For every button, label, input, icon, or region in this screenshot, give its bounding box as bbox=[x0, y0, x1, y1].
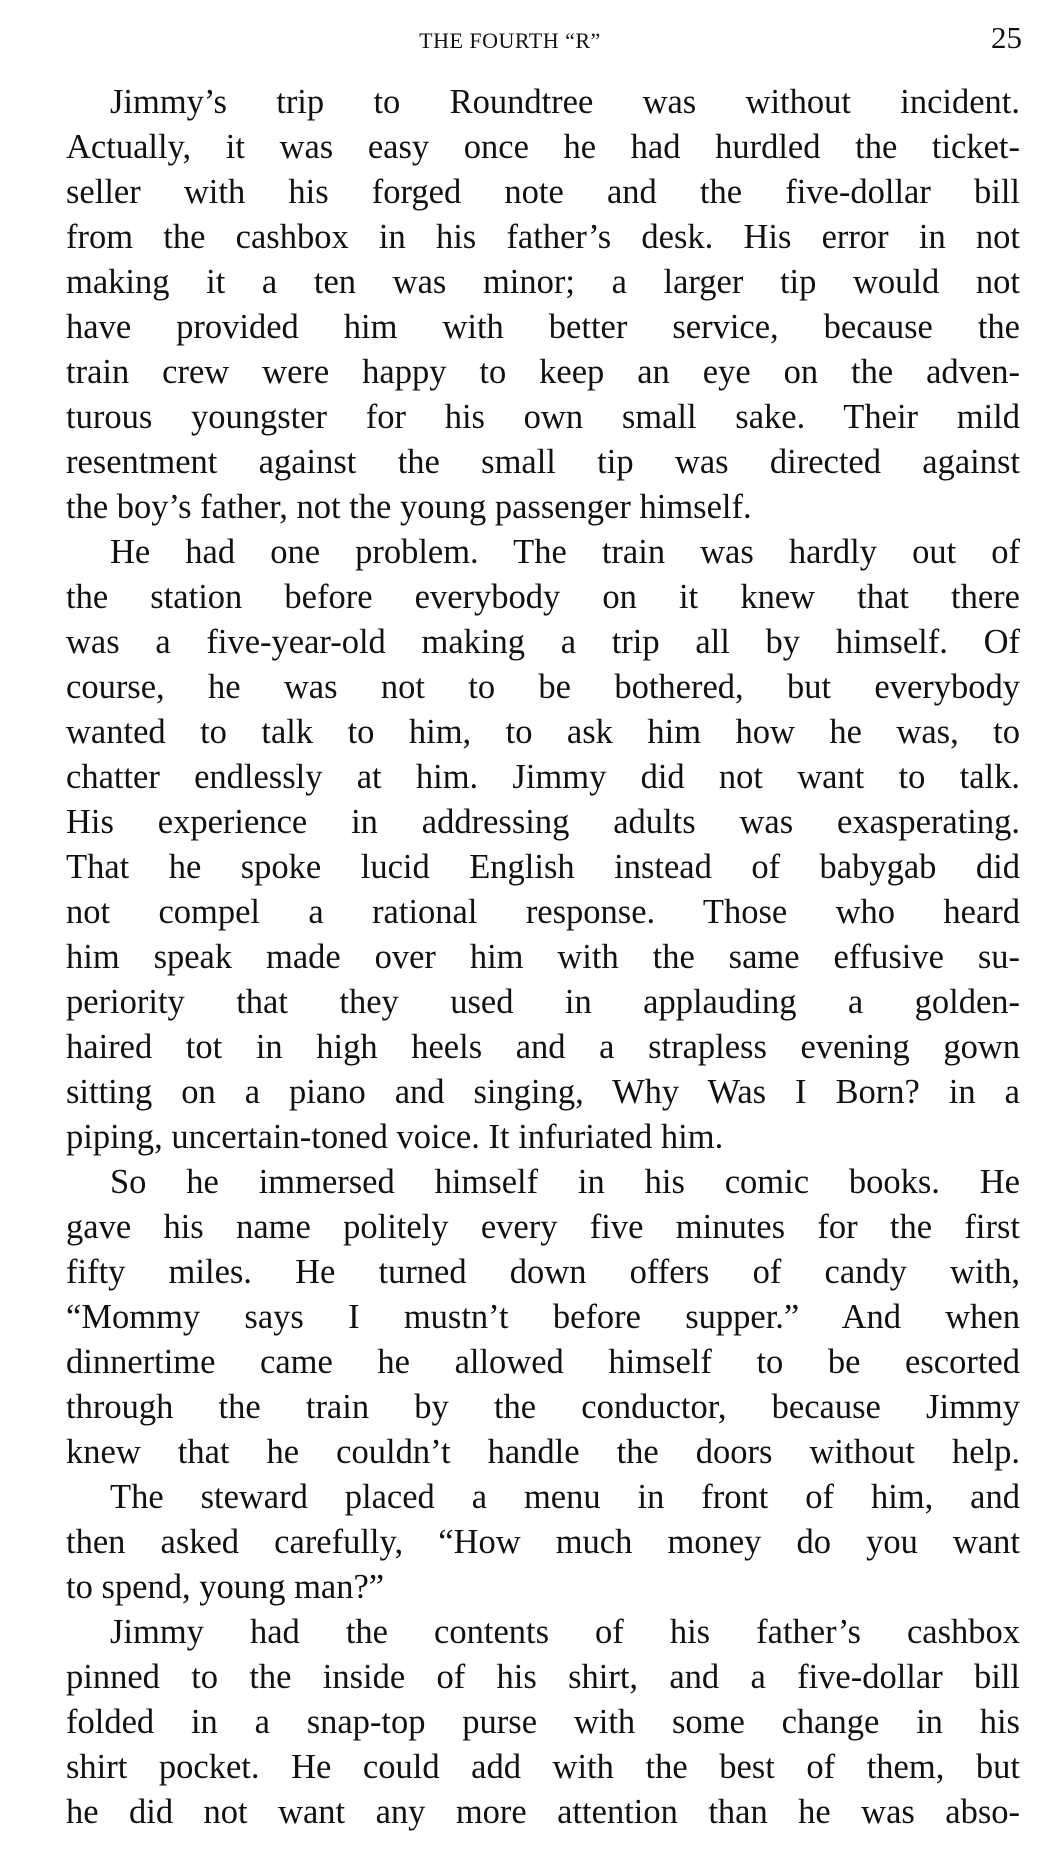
text-line: fifty miles. He turned down offers of candy with, bbox=[66, 1253, 1020, 1291]
text-line: through the train by the conductor, because Jimmy bbox=[66, 1388, 1020, 1426]
text-line: chatter endlessly at him. Jimmy did not want to talk. bbox=[66, 758, 1020, 796]
text-line: the station before everybody on it knew that there bbox=[66, 578, 1020, 616]
text-line: not compel a rational response. Those who heard bbox=[66, 893, 1020, 931]
text-line: the boy’s father, not the young passenger himself. bbox=[66, 488, 752, 526]
text-line: pinned to the inside of his shirt, and a five-dollar bill bbox=[66, 1658, 1020, 1696]
text-line: was a five-year-old making a trip all by himself. Of bbox=[66, 623, 1020, 661]
body-text bbox=[26, 80, 1020, 1835]
text-line: haired tot in high heels and a strapless evening gown bbox=[66, 1028, 1020, 1066]
text-line: seller with his forged note and the five-dollar bill bbox=[66, 173, 1020, 211]
text-line: wanted to talk to him, to ask him how he was, to bbox=[66, 713, 1020, 751]
text-line: turous youngster for his own small sake. Their mild bbox=[66, 398, 1020, 436]
running-title: THE FOURTH “R” bbox=[419, 28, 601, 53]
text-line: sitting on a piano and singing, Why Was I Born? in a bbox=[66, 1073, 1020, 1111]
text-line: Jimmy had the contents of his father’s cashbox bbox=[110, 1613, 1020, 1651]
text-line: That he spoke lucid English instead of babygab did bbox=[66, 848, 1020, 886]
paragraph bbox=[26, 1475, 1020, 1610]
running-header bbox=[28, 20, 1022, 60]
text-line: Jimmy’s trip to Roundtree was without incident. bbox=[110, 83, 1020, 121]
text-line: The steward placed a menu in front of him, and bbox=[110, 1478, 1020, 1516]
text-line: he did not want any more attention than he was abso- bbox=[66, 1793, 1020, 1831]
text-line: piping, uncertain-toned voice. It infuriated him. bbox=[66, 1118, 724, 1156]
text-line: him speak made over him with the same effusive su- bbox=[66, 938, 1020, 976]
text-line: resentment against the small tip was directed against bbox=[66, 443, 1020, 481]
text-line: “Mommy says I mustn’t before supper.” And when bbox=[66, 1298, 1020, 1336]
text-line: course, he was not to be bothered, but everybody bbox=[66, 668, 1020, 706]
text-line: Actually, it was easy once he had hurdled the ticket- bbox=[66, 128, 1020, 166]
paragraph bbox=[26, 1610, 1020, 1835]
text-line: So he immersed himself in his comic books. He bbox=[110, 1163, 1020, 1201]
text-line: His experience in addressing adults was exasperating. bbox=[66, 803, 1020, 841]
text-line: train crew were happy to keep an eye on the adven- bbox=[66, 353, 1020, 391]
text-line: to spend, young man?” bbox=[66, 1568, 385, 1606]
text-line: dinnertime came he allowed himself to be escorted bbox=[66, 1343, 1020, 1381]
text-line: then asked carefully, “How much money do you want bbox=[66, 1523, 1020, 1561]
text-line: making it a ten was minor; a larger tip would not bbox=[66, 263, 1020, 301]
text-line: from the cashbox in his father’s desk. His error in not bbox=[66, 218, 1020, 256]
text-line: He had one problem. The train was hardly out of bbox=[110, 533, 1020, 571]
paragraph bbox=[26, 80, 1020, 530]
text-line: periority that they used in applauding a golden- bbox=[66, 983, 1020, 1021]
text-line: have provided him with better service, because the bbox=[66, 308, 1020, 346]
text-line: knew that he couldn’t handle the doors without help. bbox=[66, 1433, 1020, 1471]
text-line: shirt pocket. He could add with the best of them, but bbox=[66, 1748, 1020, 1786]
page-number: 25 bbox=[991, 20, 1022, 55]
paragraph bbox=[26, 530, 1020, 1160]
paragraph bbox=[26, 1160, 1020, 1475]
text-line: folded in a snap-top purse with some change in his bbox=[66, 1703, 1020, 1741]
text-line: gave his name politely every five minutes for the first bbox=[66, 1208, 1020, 1246]
